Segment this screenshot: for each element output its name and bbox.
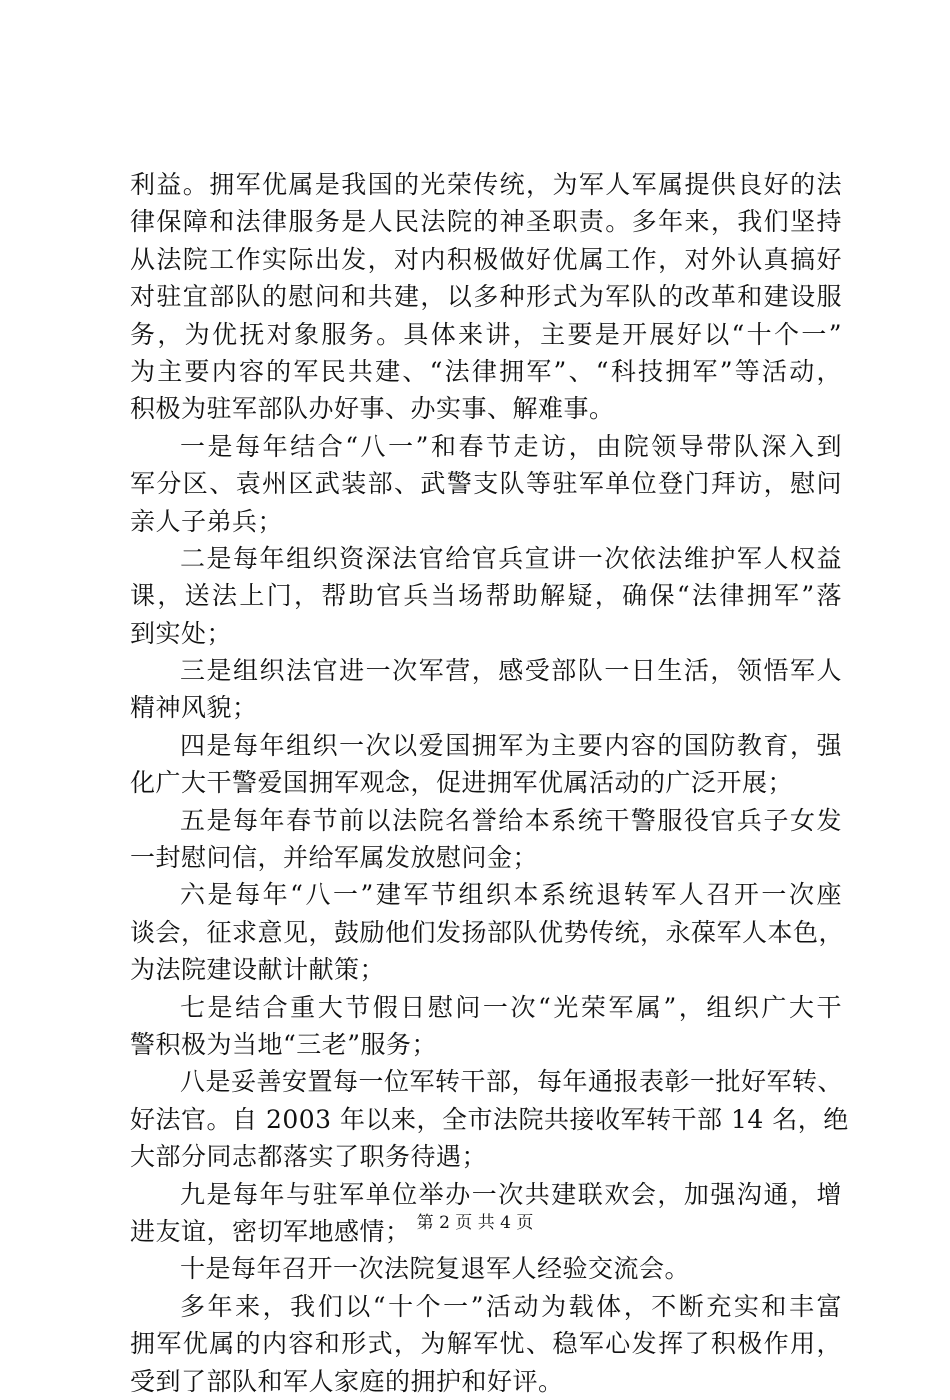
text-line: 谈会，征求意见，鼓励他们发扬部队优势传统，永葆军人本色， — [130, 917, 845, 947]
page-footer: 第 2 页 共 4 页 — [416, 1213, 534, 1233]
text-line: 四是每年组织一次以爱国拥军为主要内容的国防教育，强 — [180, 730, 842, 760]
text-line: 化广大干警爱国拥军观念，促进拥军优属活动的广泛开展； — [130, 768, 794, 798]
text-line: 从法院工作实际出发，对内积极做好优属工作，对外认真搞好 — [130, 244, 842, 274]
text-line: 为法院建设献计献策； — [130, 955, 386, 985]
text-line: 一封慰问信，并给军属发放慰问金； — [130, 843, 539, 873]
text-line: 五是每年春节前以法院名誉给本系统干警服役官兵子女发 — [180, 805, 842, 835]
text-line: 大部分同志都落实了职务待遇； — [130, 1142, 488, 1172]
text-line: 警积极为当地“三老”服务； — [130, 1029, 438, 1059]
text-line: 三是组织法官进一次军营，感受部队一日生活，领悟军人 — [180, 656, 842, 686]
text-line: 六是每年“八一”建军节组织本系统退转军人召开一次座 — [180, 880, 842, 910]
text-line: 到实处； — [130, 618, 233, 648]
text-line: 军分区、袁州区武装部、武警支队等驻军单位登门拜访，慰问 — [130, 469, 842, 499]
text-line: 课，送法上门，帮助官兵当场帮助解疑，确保“法律拥军”落 — [130, 581, 842, 611]
text-line: 二是每年组织资深法官给官兵宣讲一次依法维护军人权益 — [180, 543, 842, 573]
text-line: 受到了部队和军人家庭的拥护和好评。 — [130, 1366, 564, 1396]
text-line: 进友谊，密切军地感情； — [130, 1216, 411, 1246]
text-line: 律保障和法律服务是人民法院的神圣职责。多年来，我们坚持 — [130, 207, 842, 237]
text-line: 利益。拥军优属是我国的光荣传统，为军人军属提供良好的法 — [130, 170, 842, 199]
text-line: 拥军优属的内容和形式，为解军忧、稳军心发挥了积极作用， — [130, 1329, 842, 1359]
text-line: 积极为驻军部队办好事、办实事、解难事。 — [130, 394, 615, 424]
text-line: 亲人子弟兵； — [130, 506, 284, 536]
text-line: 对驻宜部队的慰问和共建，以多种形式为军队的改革和建设服 — [130, 282, 842, 312]
text-line: 精神风貌； — [130, 693, 258, 723]
text-line: 好法官。自 2003 年以来，全市法院共接收军转干部 14 名，绝 — [130, 1104, 849, 1134]
text-line: 一是每年结合“八一”和春节走访，由院领导带队深入到 — [180, 431, 842, 461]
text-line: 务，为优抚对象服务。具体来讲，主要是开展好以“十个一” — [130, 319, 842, 349]
text-line: 十是每年召开一次法院复退军人经验交流会。 — [180, 1254, 691, 1284]
text-line: 为主要内容的军民共建、“法律拥军”、“科技拥军”等活动， — [130, 356, 842, 386]
text-line: 七是结合重大节假日慰问一次“光荣军属”，组织广大干 — [180, 992, 842, 1022]
text-line: 多年来，我们以“十个一”活动为载体，不断充实和丰富 — [180, 1291, 842, 1321]
text-line: 九是每年与驻军单位举办一次共建联欢会，加强沟通，增 — [180, 1179, 842, 1209]
text-line: 八是妥善安置每一位军转干部，每年通报表彰一批好军转、 — [180, 1067, 844, 1097]
